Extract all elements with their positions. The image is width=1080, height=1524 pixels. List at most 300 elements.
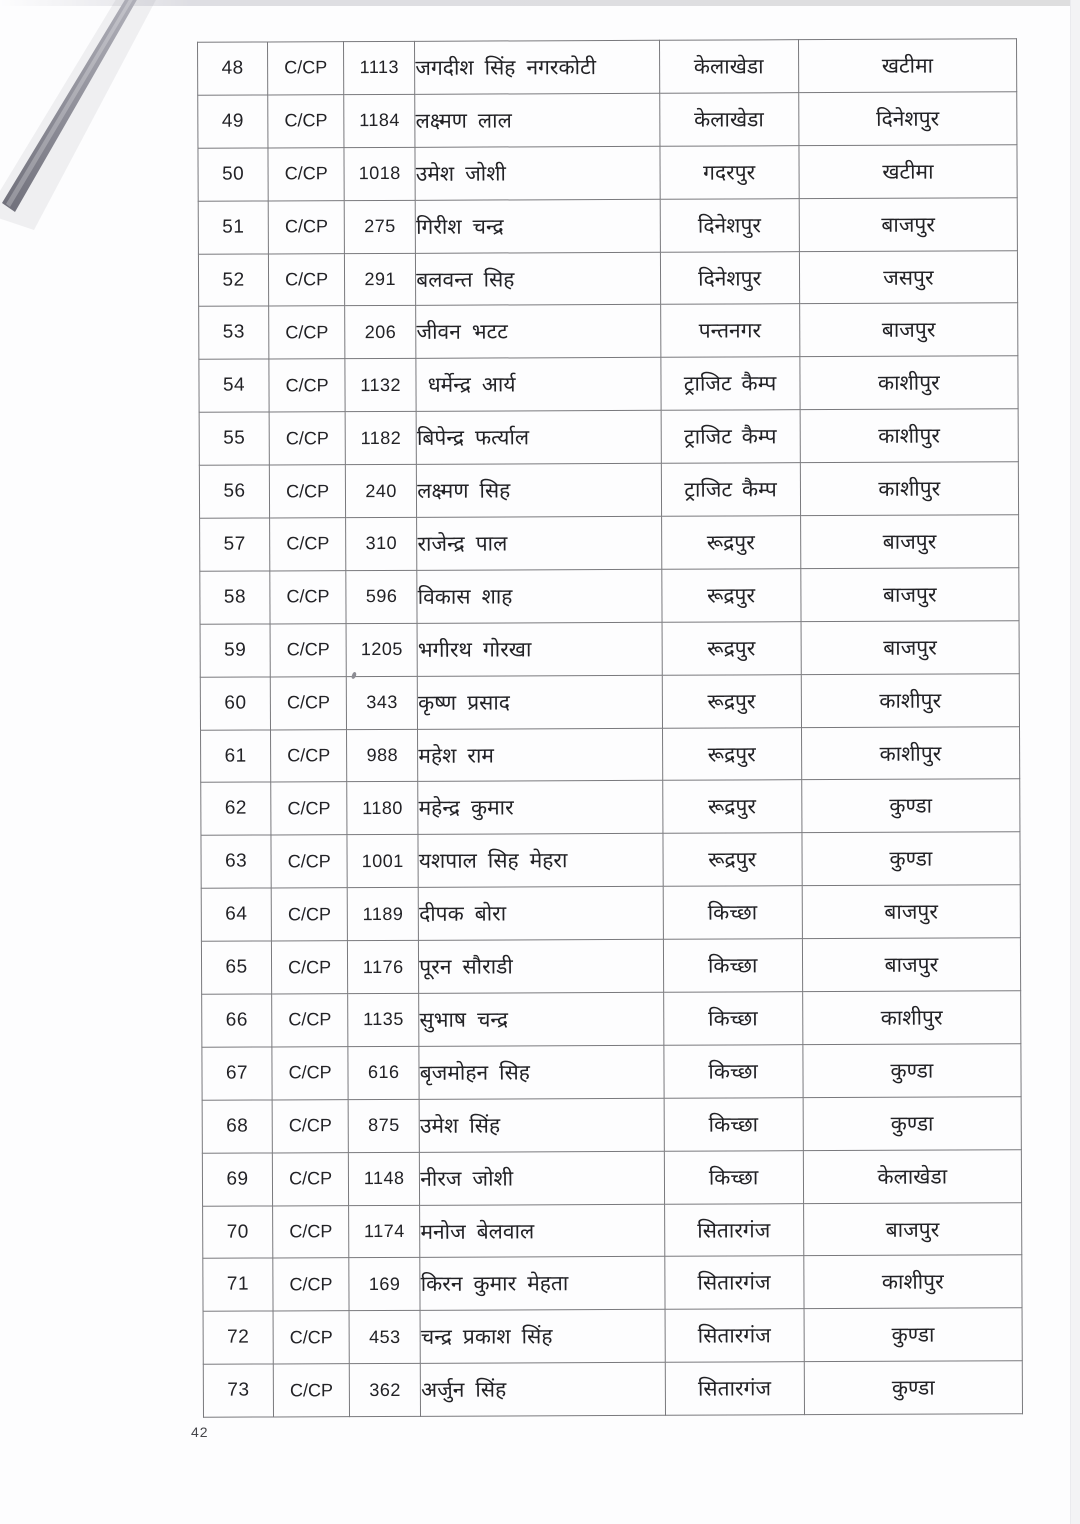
name-cell [417,569,662,623]
posting-from-cell [665,1309,804,1362]
designation-cell [271,835,347,888]
transfer-table-body [198,39,1023,1418]
person-name: कृष्ण प्रसाद [418,690,510,715]
posting-from-cell [661,569,800,622]
posting-to-cell [799,197,1018,251]
table-row [198,197,1017,253]
designation-cell [271,888,347,941]
designation-cell [268,42,344,95]
person-name: जगदीश सिंह नगरकोटी [415,54,597,80]
posting-from-cell [659,40,798,93]
posting-to-cell [798,39,1017,93]
posting-from-place: रूद्रपुर [707,688,756,714]
designation-code: C/CP [285,375,329,396]
name-cell [420,1257,665,1311]
person-name: चन्द्र प्रकाश सिंह [420,1324,553,1350]
posting-to-place: काशीपुर [879,741,942,766]
person-name: बलवन्त सिह [416,266,515,292]
posting-from-place: रूद्रपुर [706,530,755,555]
badge-number-cell [348,940,419,993]
posting-to-cell [802,832,1021,886]
posting-from-cell [664,1256,803,1309]
serial-cell [202,994,272,1047]
badge-number: 169 [368,1273,401,1294]
designation-code: C/CP [284,110,328,131]
transfer-table [197,38,1023,1418]
posting-to-cell [798,92,1017,146]
serial-cell [201,941,271,994]
name-cell [416,358,661,412]
posting-to-place: जसपुर [883,265,934,290]
badge-number-cell [349,1364,420,1417]
badge-number-cell [348,993,419,1046]
serial-number: 53 [222,321,245,344]
serial-number: 61 [224,745,247,767]
designation-code: C/CP [289,1168,333,1189]
serial-cell [201,782,271,835]
serial-cell [201,835,271,888]
designation-code: C/CP [287,903,331,925]
serial-number: 62 [224,797,248,820]
name-cell [415,93,660,147]
designation-cell [269,465,345,518]
badge-number: 596 [365,586,398,607]
badge-number: 1132 [360,374,402,395]
serial-number: 67 [225,1062,249,1084]
designation-code: C/CP [287,851,331,872]
serial-number: 57 [223,533,246,555]
designation-code: C/CP [284,163,328,184]
badge-number: 1180 [362,797,403,818]
posting-to-cell [801,621,1020,675]
designation-cell [271,729,347,782]
table-row [202,1149,1021,1205]
table-row [198,39,1017,95]
designation-cell [272,1047,348,1100]
badge-number-cell [348,1046,419,1099]
posting-to-cell [800,515,1019,569]
serial-cell [198,201,268,254]
serial-cell [201,888,271,941]
posting-to-place: बाजपुर [884,899,938,924]
designation-code: C/CP [288,1115,332,1136]
serial-number: 59 [224,639,247,661]
designation-code: C/CP [287,745,331,766]
serial-number: 51 [222,216,245,238]
serial-number: 72 [227,1326,250,1348]
person-name: उमेश जोशी [415,161,506,186]
badge-number: 1135 [363,1009,404,1030]
person-name: यशपाल सिह मेहरा [418,848,568,874]
posting-to-place: कुण्डा [891,1375,935,1400]
posting-from-place: किच्छा [708,1006,758,1031]
name-cell [418,728,663,782]
person-name: सुभाष चन्द्र [419,1007,509,1032]
designation-cell [269,306,345,359]
serial-number: 48 [221,57,244,79]
badge-number: 1205 [360,639,403,660]
posting-to-cell [803,1255,1022,1309]
name-cell [415,199,660,253]
serial-number: 54 [222,374,246,396]
designation-cell [268,147,344,200]
person-name: मनोज बेलवाल [420,1218,535,1244]
designation-code: C/CP [285,322,329,343]
badge-number-cell [348,1099,419,1152]
posting-from-cell [664,1203,803,1256]
table-row [200,515,1019,571]
posting-from-cell [661,463,800,516]
badge-number-cell [344,200,415,253]
serial-cell [203,1206,273,1259]
posting-from-place: सितारगंज [697,1217,771,1243]
page-number: 42 [191,1424,209,1440]
serial-number: 49 [221,110,245,132]
designation-cell [268,95,344,148]
pen-scan-artifact [0,0,230,235]
designation-code: C/CP [285,269,329,290]
posting-to-cell [799,145,1018,199]
designation-code: C/CP [286,480,330,501]
person-name: जीवन भटट [416,319,508,345]
posting-from-place: किच्छा [708,1112,759,1137]
posting-from-cell [661,516,800,569]
posting-to-place: कुण्डा [890,1111,934,1136]
posting-from-place: रूद्रपुर [706,583,756,608]
posting-to-place: काशीपुर [880,1005,943,1030]
posting-to-place: खटीमा [881,53,934,78]
posting-from-cell [660,357,799,410]
posting-from-place: किच्छा [707,953,758,978]
posting-to-place: बाजपुर [882,529,937,554]
badge-number-cell [347,782,418,835]
badge-number-cell [349,1152,420,1205]
posting-from-place: किच्छा [708,1164,759,1190]
table-row [199,462,1018,518]
posting-to-cell [801,779,1020,833]
posting-to-place: बाजपुर [881,317,936,343]
posting-to-cell [803,1149,1022,1203]
person-name: बृजमोहन सिह [419,1060,530,1085]
posting-to-cell [799,250,1018,304]
table-row [198,250,1017,306]
posting-from-cell [660,251,799,304]
badge-number-cell [349,1311,420,1364]
designation-code: C/CP [288,1062,332,1083]
posting-from-cell [664,1150,803,1203]
name-cell [415,146,660,200]
designation-code: C/CP [286,533,330,554]
designation-cell [272,1099,348,1152]
designation-code: C/CP [286,586,330,607]
posting-from-place: किच्छा [707,900,758,925]
designation-cell [272,1152,348,1205]
badge-number-cell [349,1258,420,1311]
badge-number: 1184 [359,110,400,131]
serial-number: 70 [226,1221,249,1243]
serial-number: 68 [226,1115,249,1137]
designation-cell [273,1364,349,1417]
table-row [201,726,1020,782]
designation-code: C/CP [289,1379,334,1401]
posting-from-cell [659,93,798,146]
person-name: पूरन सौराडी [419,954,513,979]
posting-to-cell [800,462,1019,516]
posting-to-cell [804,1308,1023,1362]
posting-to-place: बाजपुर [884,952,939,977]
serial-cell [200,571,270,624]
designation-cell [270,518,346,571]
badge-number-cell [344,41,415,94]
serial-number: 60 [224,692,247,714]
designation-cell [271,782,347,835]
serial-cell [200,624,270,677]
designation-cell [269,412,345,465]
posting-from-cell [662,780,801,833]
person-name: उमेश सिंह [419,1113,501,1138]
posting-from-cell [660,198,799,251]
posting-to-cell [803,1202,1022,1256]
name-cell [420,1204,665,1258]
table-row [202,1097,1021,1153]
posting-to-place: बाजपुर [882,582,937,607]
table-row [198,145,1017,201]
name-cell [420,1310,665,1364]
serial-cell [202,1100,272,1153]
badge-number: 275 [364,216,396,237]
serial-number: 50 [222,163,245,185]
designation-code: C/CP [285,427,329,449]
posting-to-place: काशीपुर [878,423,941,448]
person-name: विकास शाह [417,584,513,609]
table-row [200,673,1019,729]
posting-from-place: रूद्रपुर [707,741,756,767]
name-cell [416,252,661,306]
badge-number-cell [347,835,418,888]
posting-from-cell [663,886,802,939]
serial-number: 52 [222,269,245,291]
badge-number: 291 [364,268,397,290]
badge-number-cell [345,306,416,359]
badge-number: 453 [369,1326,401,1347]
designation-code: C/CP [284,216,328,237]
serial-cell [199,306,269,359]
badge-number-cell [346,517,417,570]
posting-to-cell [804,1361,1023,1415]
serial-cell [198,148,268,201]
badge-number: 1001 [361,850,404,871]
badge-number: 988 [366,744,399,766]
serial-cell [198,95,268,148]
designation-cell [269,359,345,412]
table-row [199,409,1018,465]
designation-cell [270,623,346,676]
posting-from-place: रूद्रपुर [708,847,757,872]
posting-to-place: बाजपुर [881,212,935,237]
posting-to-place: काशीपुर [878,476,941,501]
badge-number: 1176 [362,956,404,977]
serial-cell [202,1153,272,1206]
badge-number-cell [345,412,416,465]
posting-to-cell [800,409,1019,463]
posting-from-cell [663,939,802,992]
serial-number: 64 [225,903,248,925]
serial-cell [203,1311,273,1364]
name-cell [416,305,661,359]
serial-number: 65 [225,956,248,978]
posting-from-place: दिनेशपुर [697,212,761,238]
name-cell [419,939,664,993]
designation-code: C/CP [287,798,331,819]
posting-from-place: रूद्रपुर [707,794,757,819]
serial-number: 63 [225,850,248,872]
posting-from-place: केलाखेडा [693,54,764,79]
badge-number-cell [349,1205,420,1258]
person-name: नीरज जोशी [420,1166,514,1191]
table-row [201,832,1020,888]
badge-number-cell [346,676,417,729]
posting-to-place: कुण्डा [889,794,933,819]
badge-number-cell [346,570,417,623]
badge-number: 1113 [359,57,400,78]
table-row [201,779,1020,835]
name-cell [421,1363,666,1417]
posting-from-cell [661,410,800,463]
table-row [203,1308,1022,1364]
serial-cell [198,254,268,307]
designation-cell [270,676,346,729]
name-cell [419,1098,664,1152]
badge-number: 616 [367,1062,400,1083]
serial-cell [203,1364,273,1417]
posting-from-cell [660,304,799,357]
designation-cell [273,1258,349,1311]
posting-from-place: ट्राजिट कैम्प [683,371,777,396]
designation-code: C/CP [289,1327,333,1348]
name-cell [417,463,662,517]
badge-number: 362 [369,1379,401,1400]
serial-cell [199,412,269,465]
table-row [202,991,1021,1047]
posting-to-place: बाजपुर [885,1217,940,1242]
name-cell [417,622,662,676]
name-cell [418,834,663,888]
posting-from-cell [664,1097,803,1150]
designation-code: C/CP [288,956,332,977]
designation-cell [273,1311,349,1364]
person-name: महेश राम [418,743,494,768]
table-row [202,1044,1021,1100]
serial-number: 71 [226,1274,250,1296]
posting-from-place: सितारगंज [697,1270,771,1296]
designation-code: C/CP [288,1009,332,1030]
badge-number: 1148 [363,1168,405,1189]
designation-code: C/CP [284,57,328,78]
designation-cell [272,941,348,994]
designation-cell [268,200,344,253]
posting-to-place: केलाखेडा [877,1164,948,1189]
serial-cell [203,1258,273,1311]
name-cell [419,1045,664,1099]
posting-to-cell [801,726,1020,780]
serial-cell [200,677,270,730]
posting-to-place: बाजपुर [883,635,937,660]
name-cell [415,40,660,94]
posting-from-cell [662,727,801,780]
posting-to-place: कुण्डा [890,1058,934,1083]
badge-number: 1189 [362,903,404,924]
posting-from-cell [662,674,801,727]
posting-to-cell [800,356,1019,410]
serial-number: 58 [223,586,247,608]
posting-from-cell [663,992,802,1045]
designation-code: C/CP [289,1221,333,1242]
posting-to-place: कुण्डा [889,846,933,872]
posting-from-place: रूद्रपुर [707,636,756,661]
designation-code: C/CP [289,1274,333,1295]
posting-to-place: कुण्डा [891,1322,935,1348]
posting-from-place: सितारगंज [697,1323,771,1348]
posting-to-cell [802,991,1021,1045]
posting-to-place: काशीपुर [877,370,940,396]
table-row [203,1361,1022,1417]
scan-edge-right [1070,0,1080,1524]
posting-from-place: दिनेशपुर [698,265,762,291]
person-name: महेन्द्र कुमार [418,795,514,821]
posting-from-place: ट्राजिट कैम्प [684,424,777,449]
name-cell [418,887,663,941]
person-name: किरन कुमार मेहता [420,1271,569,1297]
designation-cell [273,1205,349,1258]
name-cell [417,516,662,570]
badge-number-cell [347,888,418,941]
person-name: लक्ष्मण सिह [417,478,511,503]
badge-number-cell [345,359,416,412]
badge-number: 1182 [360,427,402,448]
person-name: दीपक बोरा [418,901,507,927]
badge-number: 240 [365,480,397,501]
person-name: राजेन्द्र पाल [417,531,508,556]
serial-cell [200,518,270,571]
posting-to-cell [803,1097,1022,1151]
badge-number-cell [344,147,415,200]
posting-to-cell [802,938,1021,992]
badge-number-cell [345,253,416,306]
posting-from-cell [662,621,801,674]
serial-number: 73 [227,1379,250,1401]
designation-cell [269,253,345,306]
table-row [201,938,1020,994]
name-cell [420,1151,665,1205]
badge-number-cell [346,464,417,517]
posting-to-cell [802,885,1021,939]
posting-from-place: पन्तनगर [698,318,762,343]
badge-number-cell [346,623,417,676]
name-cell [419,992,664,1046]
table-row [200,568,1019,624]
posting-from-cell [659,145,798,198]
person-name: गिरीश चन्द्र [415,214,504,239]
table-row [203,1202,1022,1258]
designation-code: C/CP [286,639,330,660]
posting-to-cell [800,568,1019,622]
designation-code: C/CP [286,692,331,713]
serial-number: 66 [225,1009,248,1031]
table-row [199,356,1018,412]
table-row [199,303,1018,359]
serial-number: 56 [223,480,246,502]
name-cell [418,781,663,835]
